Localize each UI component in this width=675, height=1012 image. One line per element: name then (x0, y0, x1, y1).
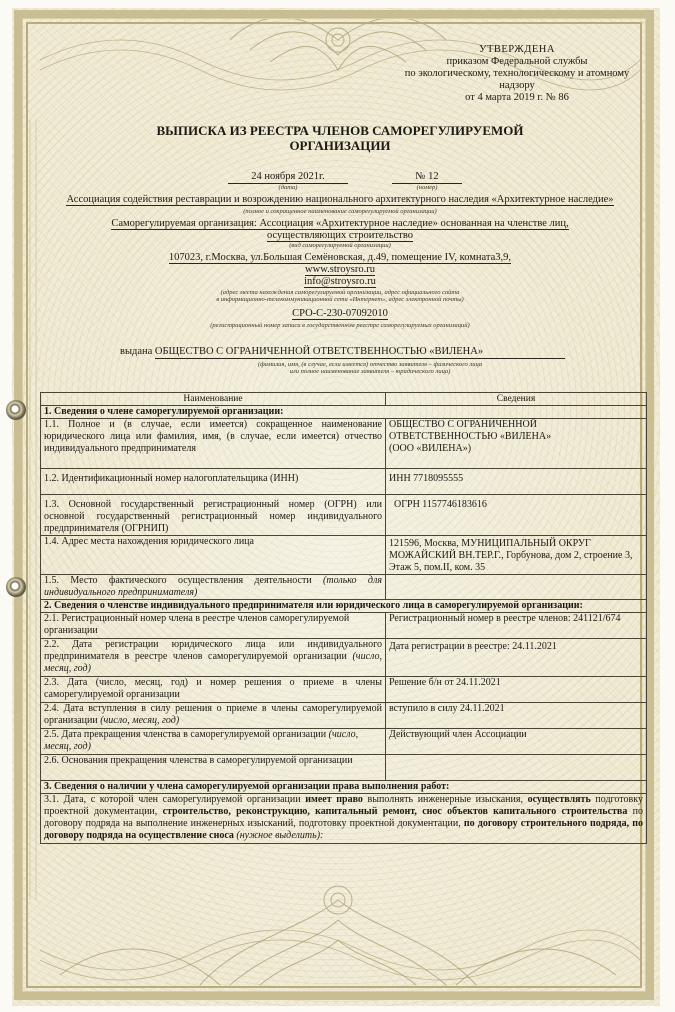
section-row (41, 600, 647, 613)
sro-registry-number: СРО-С-230-07092010 (292, 308, 388, 319)
approval-line: по экологическому, технологическому и атомному (404, 68, 630, 79)
row-2-1-label: 2.1. Регистрационный номер члена в реестре членов саморегулируемой организации (41, 613, 386, 639)
table-header-row (41, 393, 647, 406)
table-row (41, 639, 647, 677)
row-2-3-label: 2.3. Дата (число, месяц, год) и номер решения о приеме в члены саморегулируемой организации (41, 677, 386, 703)
table-row (41, 469, 647, 495)
number-caption: (номер) (416, 184, 438, 191)
issued-to-name: ОБЩЕСТВО С ОГРАНИЧЕННОЙ ОТВЕТСТВЕННОСТЬЮ «ВИЛЕНА» (155, 346, 565, 359)
row-1-3-value: ОГРН 1157746183616 (386, 495, 647, 536)
title-line: ВЫПИСКА ИЗ РЕЕСТРА ЧЛЕНОВ САМОРЕГУЛИРУЕМОЙ (156, 123, 524, 138)
row-2-4-value: вступило в силу 24.11.2021 (386, 703, 647, 729)
issued-label: выдана (120, 346, 153, 357)
table-row (41, 729, 647, 755)
row-2-6-value (386, 755, 647, 781)
section-2-title: 2. Сведения о членстве индивидуального предпринимателя или юридического лица в саморегулируемой организации: (41, 600, 647, 613)
table-row (41, 755, 647, 781)
row-2-2-value: Дата регистрации в реестре: 24.11.2021 (386, 639, 647, 677)
row-1-1-label: 1.1. Полное и (в случае, если имеется) сокращенное наименование юридического лица или фамилия, имя, (в случае, если имеется) отчество индивидуального предпринимателя (41, 419, 386, 469)
sro-email-link[interactable]: info@stroysro.ru (304, 276, 376, 287)
row-1-4-value: 121596, Москва, МУНИЦИПАЛЬНЫЙ ОКРУГ МОЖАЙСКИЙ ВН.ТЕР.Г., Горбунова, дом 2, строение 3, Этаж 5, пом.II, ком. 35 (386, 536, 647, 575)
section-row (41, 406, 647, 419)
address-caption: (адрес места нахождения саморегулируемой организации, адрес официального сайта в информационно-телекоммуникационной сети «Интернет», адрес электронной почты) (216, 289, 464, 303)
row-2-4-label: 2.4. Дата вступления в силу решения о приеме в члены саморегулируемой организации (число, месяц, год) (41, 703, 386, 729)
table-row (41, 536, 647, 575)
title-line: ОРГАНИЗАЦИИ (289, 138, 391, 153)
date-caption: (дата) (278, 184, 298, 191)
sro-type: Саморегулируемая организация: Ассоциация «Архитектурное наследие» основанная на членстве лиц, осуществляющих строительство (111, 218, 569, 241)
table-row (41, 794, 647, 844)
table-row (41, 495, 647, 536)
table-row (41, 575, 647, 600)
approval-line: УТВЕРЖДЕНА (479, 44, 555, 55)
table-row (41, 419, 647, 469)
section-3-title: 3. Сведения о наличии у члена саморегулируемой организации права выполнения работ: (41, 781, 647, 794)
row-2-2-label: 2.2. Дата регистрации юридического лица или индивидуального предпринимателя в реестре членов саморегулируемой организации (число, месяц, год) (41, 639, 386, 677)
row-3-1-text: 3.1. Дата, с которой член саморегулируемой организации имеет право выполнять инженерные изыскания, осуществлять подготовку проектной документации, строительство, реконструкцию, капитальный ремонт, снос объектов капитального строительства по договору подряда на выполнение инженерных изысканий, подготовку проектной документации, по договору строительного подряда, по договору подряда на осуществление сноса (нужное выделить): (41, 794, 647, 844)
sro-website-link[interactable]: www.stroysro.ru (305, 264, 375, 275)
approval-line: надзору (499, 80, 535, 91)
table-row (41, 703, 647, 729)
row-2-5-label: 2.5. Дата прекращения членства в саморегулируемой организации (число, месяц, год) (41, 729, 386, 755)
row-2-1-value: Регистрационный номер в реестре членов: 241121/674 (386, 613, 647, 639)
approval-stamp-block (387, 44, 647, 104)
row-1-4-label: 1.4. Адрес места нахождения юридического лица (41, 536, 386, 575)
row-1-2-value: ИНН 7718095555 (386, 469, 647, 495)
org-name-caption: (полное и сокращенное наименование саморегулируемой организации) (243, 208, 437, 215)
row-1-3-label: 1.3. Основной государственный регистрационный номер (ОГРН) или основной государственный регистрационный номер индивидуального предпринимателя (ОГРНИП) (41, 495, 386, 536)
sro-address: 107023, г.Москва, ул.Большая Семёновская, д.49, помещение IV, комната3,9, (168, 252, 512, 263)
section-row (41, 781, 647, 794)
column-header-name: Наименование (41, 393, 386, 406)
issued-to-line (120, 346, 620, 359)
registry-extract-table (40, 392, 647, 844)
issued-caption: (фамилия, имя, (в случае, если имеется) отчество заявителя – физического лица или полное наименование заявителя – юридического лица) (257, 361, 483, 375)
row-1-2-label: 1.2. Идентификационный номер налогоплательщика (ИНН) (41, 469, 386, 495)
sro-full-name: Ассоциация содействия реставрации и возрождению национального архитектурного наследия «Архитектурное наследие» (66, 194, 614, 205)
table-row (41, 613, 647, 639)
row-1-5-label: 1.5. Место фактического осуществления деятельности (только для индивидуального предпринимателя) (41, 575, 386, 600)
section-1-title: 1. Сведения о члене саморегулируемой организации: (41, 406, 647, 419)
row-2-6-label: 2.6. Основания прекращения членства в саморегулируемой организации (41, 755, 386, 781)
table-row (41, 677, 647, 703)
sro-type-caption: (вид саморегулируемой организации) (289, 242, 391, 249)
row-2-3-value: Решение б/н от 24.11.2021 (386, 677, 647, 703)
row-1-5-value (386, 575, 647, 600)
row-1-1-value: ОБЩЕСТВО С ОГРАНИЧЕННОЙ ОТВЕТСТВЕННОСТЬЮ «ВИЛЕНА» (ООО «ВИЛЕНА») (386, 419, 647, 469)
sro-contacts (40, 252, 640, 288)
document-title (120, 123, 560, 153)
issue-number: № 12 (392, 171, 462, 184)
approval-line: приказом Федеральной службы (446, 56, 588, 67)
approval-line: от 4 марта 2019 г. № 86 (465, 92, 569, 103)
issue-date: 24 ноября 2021г. (228, 171, 348, 184)
row-2-5-value: Действующий член Ассоциации (386, 729, 647, 755)
reg-number-caption: (регистрационный номер записи в государственном реестре саморегулируемых организаций) (210, 322, 470, 329)
column-header-info: Сведения (386, 393, 647, 406)
